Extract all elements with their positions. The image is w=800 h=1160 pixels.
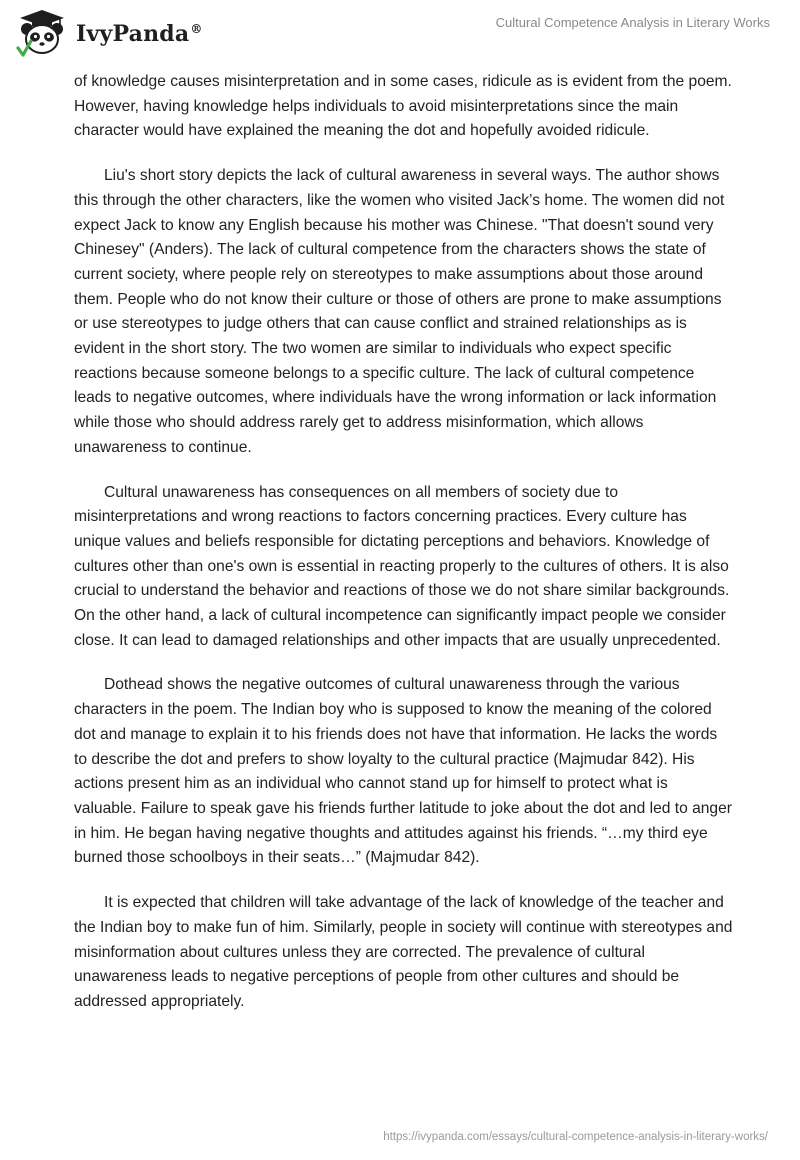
page-header — [0, 0, 800, 70]
panda-graduate-icon — [14, 8, 70, 58]
brand-name: IvyPanda® — [76, 21, 203, 47]
document-title: Cultural Competence Analysis in Literary Works — [495, 15, 770, 30]
registered-mark: ® — [190, 21, 203, 36]
paragraph: Liu's short story depicts the lack of cultural awareness in several ways. The author shows this through the other characters, like the women who visited Jack’s home. The women did not expect Jack to know any English because his mother was Chinese. "That doesn't sound very Chinesey" (Anders). The lack of cultural competence from the characters shows the state of current society, where people rely on stereotypes to make assumptions about those around them. People who do not know their culture or those of others are prone to make assumptions or use stereotypes to judge others that can cause conflict and strained relationships as is evident in the short story. The two women are similar to individuals who expect specific reactions because someone belongs to a specific culture. The lack of cultural competence leads to negative outcomes, where individuals have the wrong information or lack information while those who should address rarely get to address misinformation, which allows unawareness to continue. — [74, 167, 725, 456]
paragraph: of knowledge causes misinterpretation and in some cases, ridicule as is evident from the poem. However, having knowledge helps individuals to avoid misinterpretations since the main character would have explained the meaning the dot and hopefully avoided ridicule. — [74, 73, 732, 140]
source-url-link[interactable]: https://ivypanda.com/essays/cultural-competence-analysis-in-literary-works/ — [383, 1131, 768, 1143]
paragraph: It is expected that children will take advantage of the lack of knowledge of the teacher and the Indian boy to make fun of him. Similarly, people in society will continue with stereotypes and misinformation about cultures unless they are corrected. The prevalence of cultural unawareness leads to negative perceptions of people from other cultures and should be addressed appropriately. — [74, 894, 733, 1010]
ivypanda-logo[interactable] — [14, 8, 203, 58]
paragraph: Dothead shows the negative outcomes of cultural unawareness through the various characters in the poem. The Indian boy who is supposed to know the meaning of the colored dot and manage to explain it to his friends does not have that information. He lacks the words to describe the dot and prefers to show loyalty to the cultural practice (Majmudar 842). His actions present him as an individual who cannot stand up for himself to protect what is valuable. Failure to speak gave his friends further latitude to joke about the dot and led to anger in him. He began having negative thoughts and attitudes against his friends. “…my third eye burned those schoolboys in their seats…” (Majmudar 842). — [74, 676, 732, 867]
paragraph: Cultural unawareness has consequences on all members of society due to misinterpretations and wrong reactions to factors concerning practices. Every culture has unique values and beliefs responsible for dictating perceptions and behaviors. Knowledge of cultures other than one's own is essential in reacting properly to the cultures of others. It is also crucial to understand the behavior and reactions of those we do not share similar backgrounds. On the other hand, a lack of cultural incompetence can significantly impact people we consider close. It can lead to damaged relationships and other impacts that are usually unprecedented. — [74, 483, 730, 649]
essay-body — [74, 70, 734, 1035]
